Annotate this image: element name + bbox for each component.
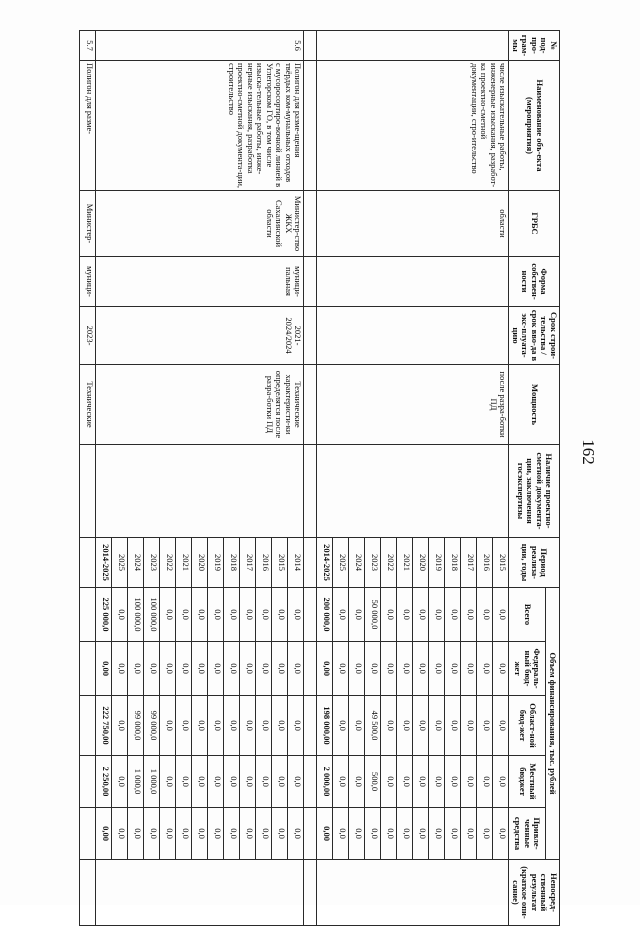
federal-cell: 0,0	[272, 642, 288, 696]
separator-cell	[304, 61, 317, 191]
period-cell: 2014-2025	[96, 538, 112, 588]
local-cell: 500,0	[365, 756, 381, 808]
local-cell: 1 000,0	[128, 756, 144, 808]
separator-cell	[304, 365, 317, 445]
header-num: № под-про-грам-мы	[509, 31, 560, 61]
header-grbs: ГРБС	[509, 191, 560, 257]
local-cell: 0,0	[224, 756, 240, 808]
federal-cell: 0,0	[413, 642, 429, 696]
other-cell: 0,0	[208, 808, 224, 860]
other-cell: 0,0	[288, 808, 304, 860]
other-cell: 0,0	[240, 808, 256, 860]
header-ownership: Форма собствен-ности	[509, 257, 560, 307]
empty-cell	[80, 538, 96, 588]
federal-cell: 0,0	[128, 642, 144, 696]
num-cell: 5.7	[80, 31, 96, 61]
separator-cell	[304, 31, 317, 61]
total-cell: 100 000,0	[128, 588, 144, 642]
regional-cell: 222 750,00	[96, 696, 112, 756]
num-cell: 5.6	[96, 31, 304, 61]
period-cell: 2021	[176, 538, 192, 588]
other-cell: 0,0	[349, 808, 365, 860]
federal-cell: 0,0	[397, 642, 413, 696]
capacity-cell: Технические	[80, 365, 96, 445]
total-cell: 0,0	[240, 588, 256, 642]
other-cell: 0,0	[112, 808, 128, 860]
total-cell: 0,0	[477, 588, 493, 642]
federal-cell: 0,0	[224, 642, 240, 696]
local-cell: 0,0	[413, 756, 429, 808]
period-cell: 2020	[192, 538, 208, 588]
psd-cell	[317, 445, 509, 538]
regional-cell: 0,0	[461, 696, 477, 756]
local-cell: 0,0	[445, 756, 461, 808]
grbs-cell: Министер-	[80, 191, 96, 257]
separator-cell	[304, 538, 317, 588]
separator-cell	[304, 696, 317, 756]
federal-cell: 0,0	[288, 642, 304, 696]
period-cell: 2014	[288, 538, 304, 588]
period-cell: 2023	[144, 538, 160, 588]
header-regional: Област-ной бюд-жет	[509, 696, 545, 756]
local-cell: 0,0	[493, 756, 509, 808]
regional-cell: 0,0	[381, 696, 397, 756]
federal-cell: 0,0	[477, 642, 493, 696]
separator-cell	[304, 642, 317, 696]
federal-cell: 0,00	[96, 642, 112, 696]
period-cell: 2023	[365, 538, 381, 588]
empty-cell	[80, 642, 96, 696]
header-funding-group: Объем финансирования, тыс. рублей	[545, 588, 559, 860]
period-cell: 2019	[429, 538, 445, 588]
total-cell: 0,0	[256, 588, 272, 642]
grbs-cell: Министер-ство ЖКХ Сахалинской области	[96, 191, 304, 257]
separator-cell	[304, 191, 317, 257]
empty-cell	[80, 588, 96, 642]
local-cell: 0,0	[112, 756, 128, 808]
header-local: Местный бюджет	[509, 756, 545, 808]
local-cell: 2 250,00	[96, 756, 112, 808]
federal-cell: 0,0	[333, 642, 349, 696]
total-cell: 0,0	[445, 588, 461, 642]
total-cell: 0,0	[208, 588, 224, 642]
period-cell: 2021	[397, 538, 413, 588]
regional-cell: 0,0	[224, 696, 240, 756]
other-cell: 0,0	[224, 808, 240, 860]
header-capacity: Мощность	[509, 365, 560, 445]
other-cell: 0,0	[160, 808, 176, 860]
regional-cell: 198 000,00	[317, 696, 333, 756]
period-cell: 2016	[256, 538, 272, 588]
regional-cell: 99 000,0	[128, 696, 144, 756]
object-name-cell: числе изыскательные работы, инженерные изыскания, разработ-ка проектно-сметной документации, стро-ительство	[317, 61, 509, 191]
other-cell: 0,0	[397, 808, 413, 860]
regional-cell: 0,0	[256, 696, 272, 756]
table-sheet	[40, 30, 560, 919]
federal-cell: 0,0	[176, 642, 192, 696]
regional-cell: 0,0	[445, 696, 461, 756]
period-cell: 2020	[413, 538, 429, 588]
header-other: Привле-ченные средства	[509, 808, 545, 860]
grbs-cell: области	[317, 191, 509, 257]
period-cell: 2015	[493, 538, 509, 588]
period-cell: 2015	[272, 538, 288, 588]
local-cell: 0,0	[192, 756, 208, 808]
period-cell: 2025	[112, 538, 128, 588]
period-cell: 2022	[160, 538, 176, 588]
header-total: Всего	[509, 588, 545, 642]
local-cell: 0,0	[349, 756, 365, 808]
regional-cell: 0,0	[413, 696, 429, 756]
object-name-cell: Полигон для разме-щения твёрдых ком-мунальных отходов с мусоросортиро-вочной линией в Углегорском ГО, в том числе изыска-тельные работы, инже-нерные изыскания, разработка проектно-сметной документа-ции, строительство	[96, 61, 304, 191]
local-cell: 0,0	[397, 756, 413, 808]
period-cell: 2014-2025	[317, 538, 333, 588]
total-cell: 0,0	[176, 588, 192, 642]
psd-cell	[96, 445, 304, 538]
federal-cell: 0,0	[192, 642, 208, 696]
local-cell: 0,0	[240, 756, 256, 808]
total-cell: 0,0	[333, 588, 349, 642]
regional-cell: 0,0	[493, 696, 509, 756]
other-cell: 0,0	[381, 808, 397, 860]
total-cell: 0,0	[461, 588, 477, 642]
header-row-1	[545, 31, 559, 926]
period-cell: 2024	[349, 538, 365, 588]
table-row	[80, 31, 96, 926]
ownership-cell	[317, 257, 509, 307]
result-cell	[317, 860, 509, 926]
federal-cell: 0,0	[208, 642, 224, 696]
empty-cell	[80, 756, 96, 808]
other-cell: 0,0	[413, 808, 429, 860]
total-cell: 0,0	[192, 588, 208, 642]
period-cell: 2025	[333, 538, 349, 588]
total-cell: 0,0	[112, 588, 128, 642]
regional-cell: 0,0	[397, 696, 413, 756]
empty-cell	[80, 860, 96, 926]
other-cell: 0,0	[192, 808, 208, 860]
regional-cell: 0,0	[192, 696, 208, 756]
header-name: Наименование объ-екта (мероприятия)	[509, 61, 560, 191]
period-cell: 2019	[208, 538, 224, 588]
local-cell: 0,0	[333, 756, 349, 808]
local-cell: 0,0	[208, 756, 224, 808]
period-cell: 2016	[477, 538, 493, 588]
period-cell: 2017	[240, 538, 256, 588]
federal-cell: 0,0	[160, 642, 176, 696]
local-cell: 0,0	[256, 756, 272, 808]
total-cell: 200 000,0	[317, 588, 333, 642]
regional-cell: 0,0	[333, 696, 349, 756]
local-cell: 0,0	[461, 756, 477, 808]
federal-cell: 0,0	[349, 642, 365, 696]
separator-cell	[304, 860, 317, 926]
period-cell: 2024	[128, 538, 144, 588]
ownership-cell: муници-пальная	[96, 257, 304, 307]
federal-cell: 0,0	[461, 642, 477, 696]
other-cell: 0,0	[333, 808, 349, 860]
separator-cell	[304, 445, 317, 538]
term-cell	[317, 307, 509, 365]
header-federal: Федераль-ный бюд-жет	[509, 642, 545, 696]
header-psd: Наличие проектно-сметной документа-ции, заключения госэкспертизы	[509, 445, 560, 538]
federal-cell: 0,0	[240, 642, 256, 696]
empty-cell	[80, 808, 96, 860]
object-name-cell: Полигон для разме-	[80, 61, 96, 191]
total-cell: 225 000,0	[96, 588, 112, 642]
federal-cell: 0,0	[381, 642, 397, 696]
capacity-cell: Технические характеристи-ки определятся после разра-ботки ПД	[96, 365, 304, 445]
local-cell: 0,0	[429, 756, 445, 808]
regional-cell: 0,0	[160, 696, 176, 756]
regional-cell: 0,0	[288, 696, 304, 756]
separator-row	[304, 31, 317, 926]
other-cell: 0,00	[317, 808, 333, 860]
federal-cell: 0,0	[256, 642, 272, 696]
total-cell: 0,0	[381, 588, 397, 642]
local-cell: 1 000,0	[144, 756, 160, 808]
federal-cell: 0,00	[317, 642, 333, 696]
term-cell: 2023-	[80, 307, 96, 365]
regional-cell: 0,0	[112, 696, 128, 756]
separator-cell	[304, 307, 317, 365]
total-cell: 0,0	[224, 588, 240, 642]
total-cell: 0,0	[349, 588, 365, 642]
regional-cell: 0,0	[176, 696, 192, 756]
separator-cell	[304, 756, 317, 808]
period-cell: 2017	[461, 538, 477, 588]
other-cell: 0,0	[461, 808, 477, 860]
local-cell: 0,0	[176, 756, 192, 808]
term-cell: 2021-2024/2024	[96, 307, 304, 365]
regional-cell: 0,0	[272, 696, 288, 756]
local-cell: 0,0	[477, 756, 493, 808]
capacity-cell: после разра-ботки ПД	[317, 365, 509, 445]
header-period: Период реализа-ции, годы	[509, 538, 560, 588]
other-cell: 0,0	[128, 808, 144, 860]
financing-table	[79, 30, 560, 926]
regional-cell: 0,0	[240, 696, 256, 756]
local-cell: 0,0	[160, 756, 176, 808]
federal-cell: 0,0	[112, 642, 128, 696]
ownership-cell: муници-	[80, 257, 96, 307]
other-cell: 0,0	[272, 808, 288, 860]
federal-cell: 0,0	[365, 642, 381, 696]
federal-cell: 0,0	[429, 642, 445, 696]
regional-cell: 0,0	[477, 696, 493, 756]
num-cell	[317, 31, 509, 61]
total-cell: 0,0	[397, 588, 413, 642]
regional-cell: 0,0	[208, 696, 224, 756]
page-number: 162	[579, 439, 598, 465]
separator-cell	[304, 588, 317, 642]
empty-cell	[80, 445, 96, 538]
total-cell: 50 000,0	[365, 588, 381, 642]
other-cell: 0,0	[445, 808, 461, 860]
header-result: Непосред-ственный результат (краткое опи-сание)	[509, 860, 560, 926]
total-cell: 0,0	[429, 588, 445, 642]
total-cell: 0,0	[493, 588, 509, 642]
result-cell	[96, 860, 304, 926]
other-cell: 0,0	[477, 808, 493, 860]
regional-cell: 0,0	[349, 696, 365, 756]
separator-cell	[304, 808, 317, 860]
rotated-table-container	[40, 30, 560, 919]
table-row	[493, 31, 509, 926]
other-cell: 0,00	[96, 808, 112, 860]
total-cell: 0,0	[160, 588, 176, 642]
header-term: Срок строи-тельства / срок вво-да в экс-плуата-цию	[509, 307, 560, 365]
local-cell: 2 000,00	[317, 756, 333, 808]
total-cell: 0,0	[272, 588, 288, 642]
total-cell: 100 000,0	[144, 588, 160, 642]
total-cell: 0,0	[288, 588, 304, 642]
period-cell: 2018	[224, 538, 240, 588]
regional-cell: 49 500,0	[365, 696, 381, 756]
local-cell: 0,0	[381, 756, 397, 808]
period-cell: 2022	[381, 538, 397, 588]
federal-cell: 0,0	[445, 642, 461, 696]
local-cell: 0,0	[272, 756, 288, 808]
federal-cell: 0,0	[493, 642, 509, 696]
other-cell: 0,0	[144, 808, 160, 860]
other-cell: 0,0	[176, 808, 192, 860]
other-cell: 0,0	[493, 808, 509, 860]
regional-cell: 99 000,0	[144, 696, 160, 756]
table-body	[80, 31, 509, 926]
other-cell: 0,0	[256, 808, 272, 860]
federal-cell: 0,0	[144, 642, 160, 696]
local-cell: 0,0	[288, 756, 304, 808]
total-cell: 0,0	[413, 588, 429, 642]
table-row	[288, 31, 304, 926]
separator-cell	[304, 257, 317, 307]
other-cell: 0,0	[429, 808, 445, 860]
period-cell: 2018	[445, 538, 461, 588]
regional-cell: 0,0	[429, 696, 445, 756]
other-cell: 0,0	[365, 808, 381, 860]
empty-cell	[80, 696, 96, 756]
